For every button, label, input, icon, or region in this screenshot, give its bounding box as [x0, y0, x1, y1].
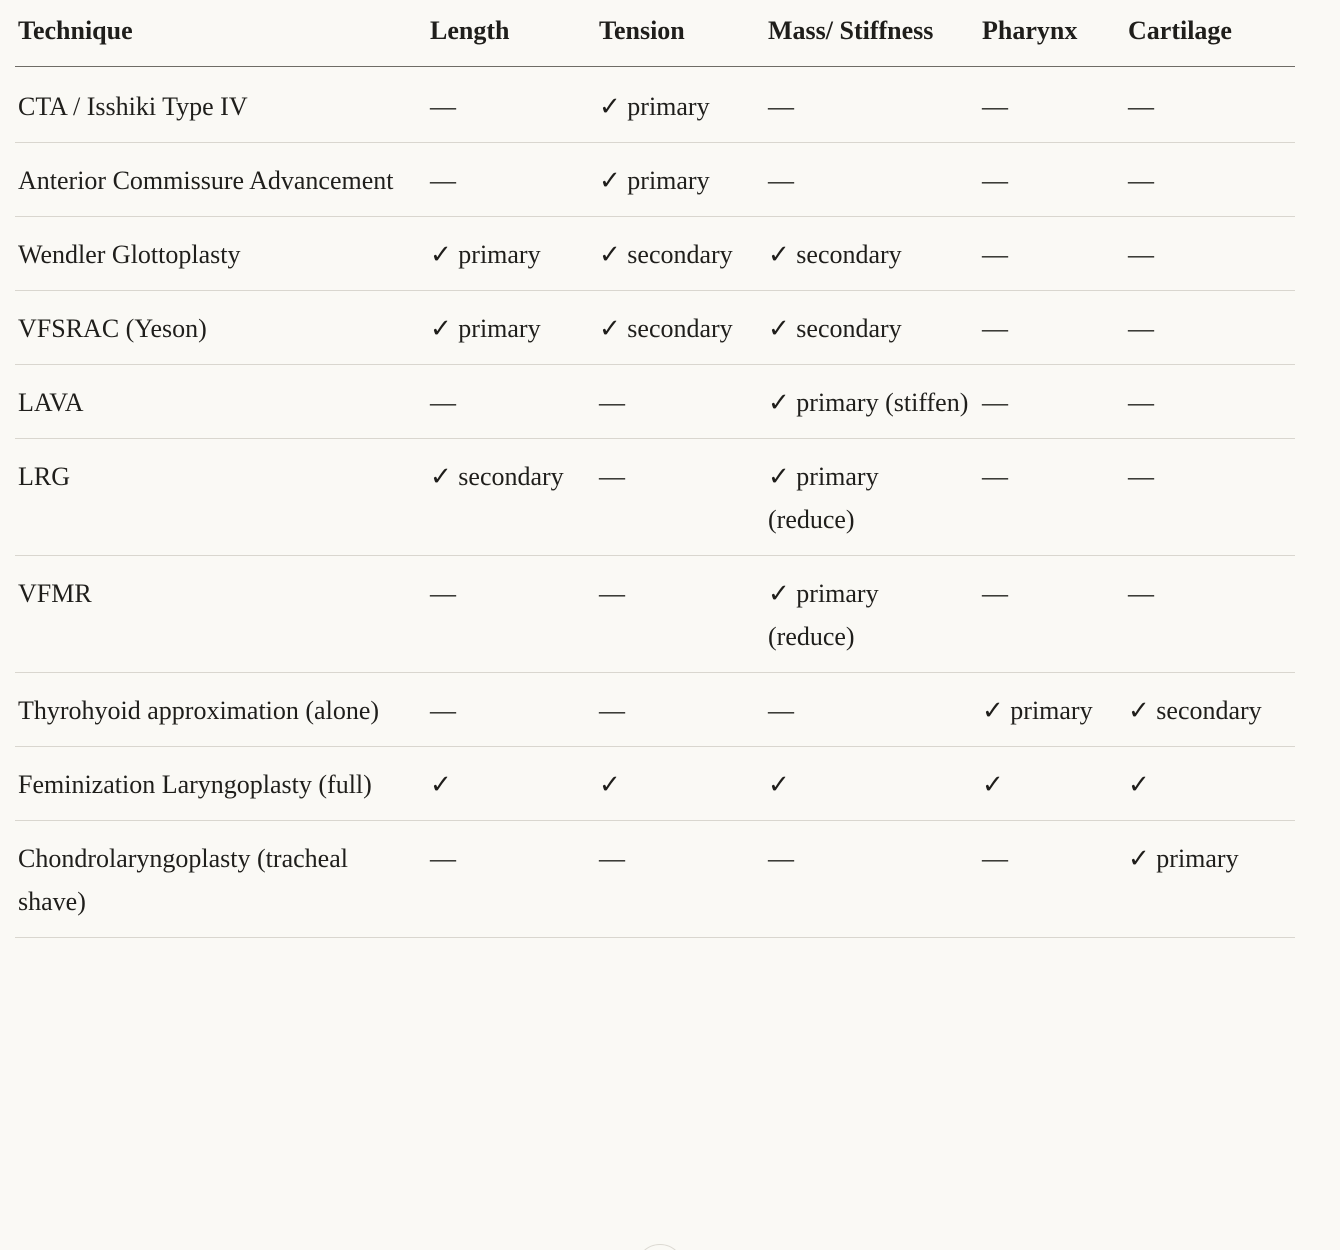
- cell-technique: VFSRAC (Yeson): [15, 291, 427, 365]
- cell-technique: LRG: [15, 439, 427, 556]
- cell-mass-stiffness: ✓ primary (stiffen): [765, 365, 979, 439]
- cell-mass-stiffness: ✓ secondary: [765, 217, 979, 291]
- cell-cartilage: —: [1125, 439, 1295, 556]
- cell-mass-stiffness: —: [765, 821, 979, 938]
- technique-comparison-table: [15, 0, 1295, 938]
- cell-pharynx: —: [979, 365, 1125, 439]
- cell-pharynx: —: [979, 291, 1125, 365]
- cell-pharynx: —: [979, 556, 1125, 673]
- cell-tension: ✓ secondary: [596, 291, 765, 365]
- table-row: [15, 747, 1295, 821]
- cell-mass-stiffness: —: [765, 67, 979, 143]
- cell-cartilage: —: [1125, 217, 1295, 291]
- table-row: [15, 439, 1295, 556]
- table-row: [15, 556, 1295, 673]
- table-row: [15, 217, 1295, 291]
- table-row: [15, 673, 1295, 747]
- cell-length: —: [427, 365, 596, 439]
- header-mass-stiffness: Mass/ Stiffness: [765, 0, 979, 67]
- cell-technique: Wendler Glottoplasty: [15, 217, 427, 291]
- table-row: [15, 821, 1295, 938]
- cell-cartilage: ✓: [1125, 747, 1295, 821]
- cell-mass-stiffness: ✓ primary (reduce): [765, 556, 979, 673]
- header-technique: Technique: [15, 0, 427, 67]
- cell-length: ✓ primary: [427, 291, 596, 365]
- cell-cartilage: —: [1125, 143, 1295, 217]
- header-length: Length: [427, 0, 596, 67]
- cell-technique: LAVA: [15, 365, 427, 439]
- cell-tension: ✓ secondary: [596, 217, 765, 291]
- cell-length: —: [427, 673, 596, 747]
- cell-technique: Chondrolaryngoplasty (tracheal shave): [15, 821, 427, 938]
- table-header-row: [15, 0, 1295, 67]
- table-row: [15, 365, 1295, 439]
- cell-tension: ✓ primary: [596, 67, 765, 143]
- cell-length: —: [427, 821, 596, 938]
- table-row: [15, 143, 1295, 217]
- cell-length: ✓ primary: [427, 217, 596, 291]
- cell-tension: —: [596, 821, 765, 938]
- cell-mass-stiffness: ✓ secondary: [765, 291, 979, 365]
- cell-length: —: [427, 143, 596, 217]
- cell-pharynx: ✓: [979, 747, 1125, 821]
- cell-pharynx: —: [979, 821, 1125, 938]
- cell-cartilage: ✓ primary: [1125, 821, 1295, 938]
- cell-cartilage: —: [1125, 365, 1295, 439]
- cell-pharynx: —: [979, 67, 1125, 143]
- cell-tension: —: [596, 439, 765, 556]
- cell-technique: CTA / Isshiki Type IV: [15, 67, 427, 143]
- scroll-down-button[interactable]: [636, 1244, 684, 1250]
- table-row: [15, 291, 1295, 365]
- cell-tension: —: [596, 673, 765, 747]
- table-row: [15, 67, 1295, 143]
- cell-tension: —: [596, 556, 765, 673]
- cell-technique: VFMR: [15, 556, 427, 673]
- cell-technique: Anterior Commissure Advancement: [15, 143, 427, 217]
- cell-length: —: [427, 556, 596, 673]
- header-pharynx: Pharynx: [979, 0, 1125, 67]
- cell-pharynx: —: [979, 217, 1125, 291]
- header-tension: Tension: [596, 0, 765, 67]
- cell-pharynx: —: [979, 439, 1125, 556]
- cell-mass-stiffness: —: [765, 673, 979, 747]
- cell-pharynx: ✓ primary: [979, 673, 1125, 747]
- cell-tension: ✓: [596, 747, 765, 821]
- cell-tension: ✓ primary: [596, 143, 765, 217]
- cell-pharynx: —: [979, 143, 1125, 217]
- cell-cartilage: —: [1125, 291, 1295, 365]
- cell-technique: Thyrohyoid approximation (alone): [15, 673, 427, 747]
- cell-length: —: [427, 67, 596, 143]
- cell-length: ✓: [427, 747, 596, 821]
- cell-cartilage: —: [1125, 556, 1295, 673]
- cell-mass-stiffness: ✓: [765, 747, 979, 821]
- cell-mass-stiffness: ✓ primary (reduce): [765, 439, 979, 556]
- cell-technique: Feminization Laryngoplasty (full): [15, 747, 427, 821]
- cell-mass-stiffness: —: [765, 143, 979, 217]
- technique-comparison-table-container: [15, 0, 1295, 938]
- cell-cartilage: —: [1125, 67, 1295, 143]
- cell-length: ✓ secondary: [427, 439, 596, 556]
- cell-tension: —: [596, 365, 765, 439]
- cell-cartilage: ✓ secondary: [1125, 673, 1295, 747]
- header-cartilage: Cartilage: [1125, 0, 1295, 67]
